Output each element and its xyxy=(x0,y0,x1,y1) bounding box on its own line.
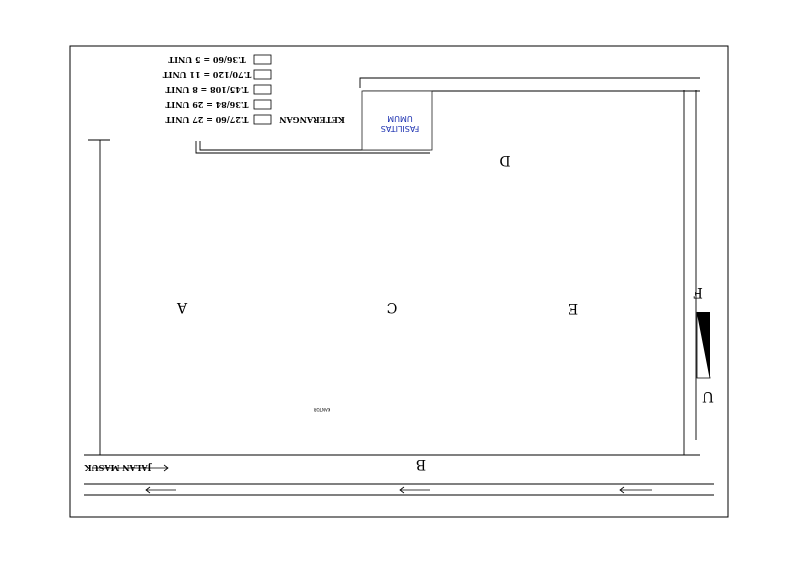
fasilitas-label: UMUM xyxy=(387,114,413,123)
road-arrows xyxy=(92,465,652,493)
legend-box-4 xyxy=(254,100,271,109)
block-label-f: F xyxy=(693,284,703,300)
block-label-c: C xyxy=(386,299,398,315)
legend-box-2 xyxy=(254,70,271,79)
legend-item: T.36/84 = 29 UNIT xyxy=(165,100,249,110)
kantor-label: KANTOR xyxy=(313,407,331,412)
block-label-d: D xyxy=(499,152,511,168)
legend-item: T.70/120 = 11 UNIT xyxy=(162,70,252,80)
legend xyxy=(163,55,345,125)
jalan-masuk-label: JALAN MASUK xyxy=(84,463,152,473)
legend-title: KETERANGAN xyxy=(279,115,345,125)
legend-box-3 xyxy=(254,85,271,94)
legend-box-5 xyxy=(254,115,271,124)
compass-label: U xyxy=(702,388,714,404)
legend-item: T.27/60 = 27 UNIT xyxy=(165,115,249,125)
legend-item: T.36/60 = 5 UNIT xyxy=(168,55,246,65)
legend-item: T.45/108 = 8 UNIT xyxy=(165,85,249,95)
fasilitas-label: FASILITAS xyxy=(380,124,420,133)
legend-box-1 xyxy=(254,55,271,64)
block-label-a: A xyxy=(176,299,188,315)
block-label-e: E xyxy=(567,300,579,316)
block-label-b: B xyxy=(415,456,427,472)
